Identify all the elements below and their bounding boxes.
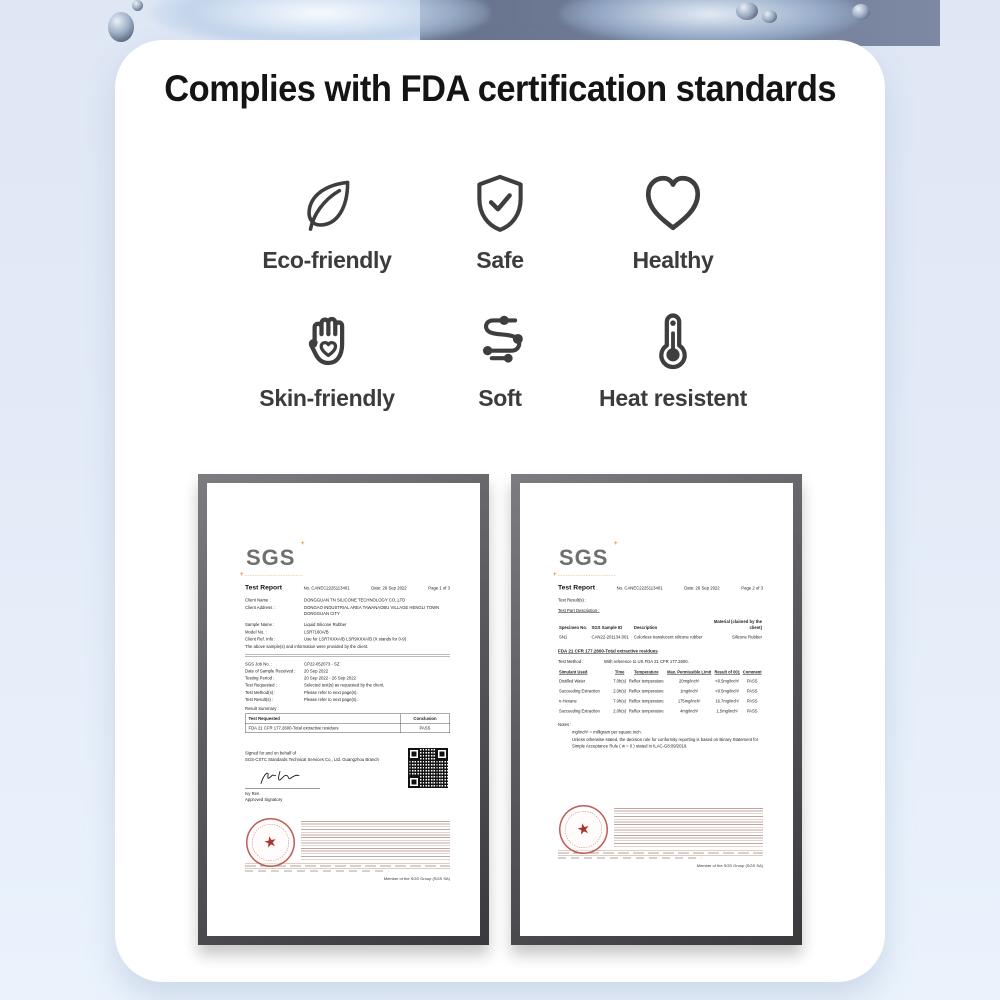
client-row xyxy=(245,604,450,616)
field-label: Test Method : xyxy=(558,658,584,664)
table-cell: 2.0h(s) xyxy=(613,708,626,714)
client-row xyxy=(245,597,450,603)
sample-row xyxy=(245,636,450,642)
table-cell: <0.5mg/inch² xyxy=(715,679,740,684)
table-cell: Reflux temperature xyxy=(628,698,664,704)
table-cell: 7.0h(s) xyxy=(613,679,626,684)
squiggle-icon xyxy=(467,308,533,374)
table-cell: 1.5mg/inch² xyxy=(716,708,738,714)
divider xyxy=(245,654,450,657)
water-droplet xyxy=(736,2,758,20)
table-header: Simulant Used xyxy=(559,670,588,675)
feature-healthy xyxy=(587,170,760,274)
leaf-icon xyxy=(294,170,360,236)
note-item: Unless otherwise stated, the decision rule for conformity reporting is based on Binary Statement for Simple Acceptance Rule ( w = 0 ) stated in ILAC-G8:09/2019. xyxy=(572,737,759,749)
page-title-text: Complies with FDA certification standards xyxy=(164,68,836,109)
registration-mark: + xyxy=(240,570,244,578)
field-value: Please refer to next page(s). xyxy=(304,689,358,695)
job-row xyxy=(245,675,450,681)
field-value: 20 Sep 2022 xyxy=(304,668,329,674)
specimen-table xyxy=(558,617,763,641)
test-method-row xyxy=(558,658,763,664)
qr-code xyxy=(408,748,448,788)
table-row xyxy=(558,706,763,716)
address-line-placeholder xyxy=(558,855,763,860)
job-row xyxy=(245,697,450,703)
feature-safe xyxy=(414,170,587,274)
section-title: FDA 21 CFR 177.2600-Total extractive residues xyxy=(558,648,658,654)
note-item: mg/inch² = milligram per square inch. xyxy=(572,729,642,735)
table-cell: Reflux temperature xyxy=(628,679,664,684)
table-cell: PASS xyxy=(400,723,450,733)
table-row xyxy=(245,723,450,733)
table-cell: 175mg/inch² xyxy=(677,698,701,704)
heart-icon xyxy=(640,170,706,236)
table-cell: PASS xyxy=(746,679,758,684)
feature-label: Heat resistent xyxy=(599,385,747,411)
field-label: Model No. : xyxy=(245,629,267,635)
registration-mark: + xyxy=(613,539,618,547)
field-value: Liquid Silicone Rubber xyxy=(304,622,347,628)
test-results-label: Test Result(s) : xyxy=(558,597,587,603)
table-cell: PASS xyxy=(746,708,758,714)
registration-mark: + xyxy=(553,570,557,578)
thermometer-icon xyxy=(640,308,706,374)
sgs-logo-text: SGS xyxy=(559,545,609,570)
table-cell: 7.0h(s) xyxy=(613,698,626,704)
report-page: Page 1 of 3 xyxy=(428,585,450,591)
table-cell: 16.7mg/inch² xyxy=(715,698,740,704)
table-cell: 4mg/inch² xyxy=(680,708,699,714)
field-value: Please refer to next page(s). xyxy=(304,697,358,703)
table-row xyxy=(558,677,763,687)
sample-row xyxy=(245,622,450,628)
report-number: No. CANEC2225113401 xyxy=(616,585,663,591)
feature-label: Eco-friendly xyxy=(262,247,392,273)
part-description-label: Test Part Description : xyxy=(558,607,600,613)
field-value: DONGGUAN TN SILICONE TECHNOLOGY CO.,LTD xyxy=(304,597,406,603)
field-value: With reference to US FDA 21 CFR 177.2600. xyxy=(604,658,689,664)
result-summary-table xyxy=(245,713,450,733)
feature-soft xyxy=(414,308,587,412)
table-cell: Succeeding Extraction xyxy=(559,689,600,694)
qr-finder xyxy=(436,748,448,760)
certificate-page-1 xyxy=(207,483,480,936)
job-row xyxy=(245,668,450,674)
feature-skin-friendly xyxy=(241,308,414,412)
table-cell: Colorless translucent silicone rubber xyxy=(633,634,703,640)
feature-label: Soft xyxy=(478,385,522,411)
table-cell: 20mg/inch² xyxy=(679,679,700,684)
star-icon: ★ xyxy=(575,819,592,839)
table-header: SGS Sample ID xyxy=(591,625,623,631)
certificate-frame-1 xyxy=(198,474,489,945)
table-header: Conclusion xyxy=(400,714,450,724)
shield-check-icon xyxy=(467,170,533,236)
fine-print-placeholder xyxy=(614,808,763,847)
report-date: Date: 26 Sep 2022 xyxy=(684,585,720,591)
table-header: Description xyxy=(633,625,658,631)
sgs-logo-text: SGS xyxy=(246,545,296,570)
report-title: Test Report xyxy=(558,583,596,591)
table-cell: <0.5mg/inch² xyxy=(715,689,740,694)
page-title xyxy=(135,68,865,110)
report-header xyxy=(245,582,450,592)
table-header: Specimen No. xyxy=(559,625,588,631)
field-label: Client Address : xyxy=(245,604,275,610)
field-value: Use for LSR7XXXA/B LSR9XXXA/B (X stands for 0-9) xyxy=(304,636,407,642)
table-cell: PASS xyxy=(746,689,758,694)
table-header: Temperature xyxy=(634,670,659,675)
star-icon: ★ xyxy=(262,832,279,852)
table-row xyxy=(558,687,763,697)
table-cell: 1mg/inch² xyxy=(680,689,699,694)
address-line-placeholder xyxy=(245,868,450,873)
certificates-row xyxy=(115,474,885,945)
water-droplet xyxy=(852,4,870,20)
signed-company-line: SGS-CSTC Standards Technical Services Co., Ltd. Guangzhou Branch xyxy=(245,756,379,762)
table-cell: Distilled Water xyxy=(559,679,586,684)
hand-heart-icon xyxy=(294,308,360,374)
field-label: Client Ref. Info : xyxy=(245,636,276,642)
member-note: Member of the SGS Group (SGS SA) xyxy=(383,876,450,881)
signature-scribble xyxy=(257,767,312,787)
table-cell: Reflux temperature xyxy=(628,708,664,714)
signature-block xyxy=(245,750,450,803)
table-cell: Succeeding Extraction xyxy=(559,708,600,714)
field-label: Sample Name : xyxy=(245,622,275,628)
signed-for-line: Signed for and on behalf of xyxy=(245,750,297,756)
registration-mark: + xyxy=(300,539,305,547)
sample-row xyxy=(245,629,450,635)
table-header: Max. Permissible Limit xyxy=(667,670,712,675)
report-page: Page 2 of 3 xyxy=(741,585,763,591)
field-label: Test Result(s) : xyxy=(245,697,274,703)
table-header: Test Requested xyxy=(245,714,400,724)
sgs-logo xyxy=(240,539,305,578)
sample-note: The above sample(s) and information were provided by the client. xyxy=(245,644,369,650)
field-label: Testing Period : xyxy=(245,675,275,681)
feature-eco-friendly xyxy=(241,170,414,274)
signatory-title: Approved Signatory xyxy=(245,797,283,803)
features-grid xyxy=(240,170,760,412)
feature-label: Healthy xyxy=(632,247,714,273)
table-header: Time xyxy=(614,670,625,675)
member-note: Member of the SGS Group (SGS SA) xyxy=(696,863,763,868)
signatory-name: Ivy Ren xyxy=(245,788,320,796)
job-row xyxy=(245,689,450,695)
report-date: Date: 26 Sep 2022 xyxy=(371,585,407,591)
table-row xyxy=(558,696,763,706)
field-label: Client Name : xyxy=(245,597,271,603)
report-header xyxy=(558,582,763,592)
table-cell: SN1 xyxy=(559,634,568,640)
table-cell: FDA 21 CFR 177.2600-Total extractive residues xyxy=(245,723,400,733)
water-droplet xyxy=(132,0,143,11)
report-title: Test Report xyxy=(245,583,283,591)
field-label: Date of Sample Received : xyxy=(245,668,296,674)
footer-block xyxy=(558,808,763,869)
water-droplet xyxy=(108,12,134,42)
certificate-page-2 xyxy=(520,483,793,936)
table-cell: n-Hexane xyxy=(559,698,577,704)
feature-heat-resistent xyxy=(587,308,760,412)
qr-finder xyxy=(408,776,420,788)
table-cell: PASS xyxy=(746,698,758,704)
field-value: 20 Sep 2022 - 26 Sep 2022 xyxy=(304,675,356,681)
result-summary-label: Result Summary : xyxy=(245,706,279,712)
field-value: LSR7160A/B xyxy=(304,629,329,635)
field-label: SGS Job No. : xyxy=(245,661,273,667)
field-value: CP22-052073 - SZ xyxy=(304,661,340,667)
table-cell: Silicone Rubber xyxy=(731,634,762,640)
field-value: Selected test(s) as requested by the client. xyxy=(304,682,385,688)
table-cell: Reflux temperature xyxy=(628,689,664,694)
job-row xyxy=(245,661,450,667)
content-card xyxy=(115,40,885,982)
certificate-frame-2 xyxy=(511,474,802,945)
table-header: Comment xyxy=(742,670,762,675)
qr-finder xyxy=(408,748,420,760)
field-label: Test Method(s) : xyxy=(245,689,276,695)
sgs-logo xyxy=(553,539,618,578)
results-table xyxy=(558,669,763,717)
report-number: No. CANEC2225113401 xyxy=(303,585,350,591)
job-row xyxy=(245,682,450,688)
footer-block xyxy=(245,821,450,882)
table-header: Material (claimed by the client) xyxy=(713,618,762,631)
feature-label: Safe xyxy=(476,247,524,273)
field-label: Test Requested : xyxy=(245,682,277,688)
table-cell: 2.0h(s) xyxy=(613,689,626,694)
table-row xyxy=(558,632,763,642)
feature-label: Skin-friendly xyxy=(259,385,395,411)
notes-label: Notes : xyxy=(558,721,572,727)
field-value: DONGAO INDUSTRIAL AREA TAWANAOBU VILLAGE HENGLI TOWN DONGGUAN CITY xyxy=(304,604,440,616)
fine-print-placeholder xyxy=(301,821,450,860)
table-header: Result of 001 xyxy=(714,670,740,675)
water-droplet xyxy=(762,10,777,23)
table-cell: CAN22-201134.001 xyxy=(591,634,629,640)
